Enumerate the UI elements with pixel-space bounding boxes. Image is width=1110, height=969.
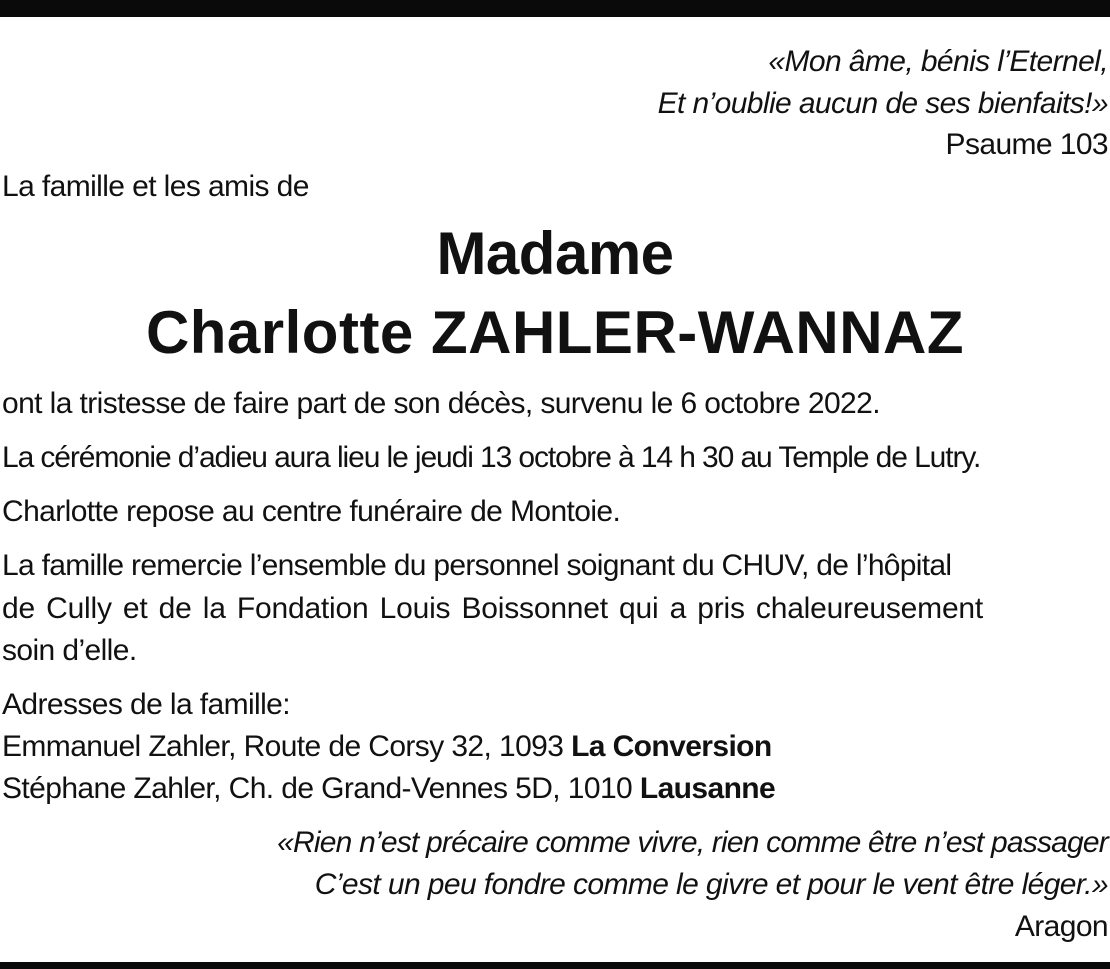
address-city: La Conversion: [571, 730, 772, 763]
epigraph-top-line-2: Et n’oublie aucun de ses bienfaits!»: [657, 87, 1108, 120]
address-text: Emmanuel Zahler, Route de Corsy 32, 1093: [2, 730, 572, 763]
thanks-line-3: soin d’elle.: [2, 634, 137, 667]
thanks-line-1: La famille remercie l’ensemble du personnel soignant du CHUV, de l’hôpital: [2, 549, 952, 582]
thanks-line-2: de Cully et de la Fondation Louis Boissonnet qui a pris chaleureusement: [2, 592, 984, 625]
address-city: Lausanne: [639, 772, 776, 805]
addresses-heading: Adresses de la famille:: [2, 688, 291, 721]
deceased-title: Madame: [436, 220, 674, 287]
epigraph-top-source: Psaume 103: [945, 128, 1108, 161]
epigraph-top-line-1: «Mon âme, bénis l’Eternel,: [768, 45, 1108, 78]
epigraph-bottom-line-2: C’est un peu fondre comme le givre et pour le vent être léger.»: [314, 868, 1108, 901]
address-item: [2, 726, 1108, 768]
announcement-text: ont la tristesse de faire part de son décès, survenu le 6 octobre 2022.: [2, 387, 880, 420]
ceremony-text: La cérémonie d’adieu aura lieu le jeudi 13 octobre à 14 h 30 au Temple de Lutry.: [2, 441, 981, 474]
address-text: Stéphane Zahler, Ch. de Grand-Vennes 5D, 1010: [2, 772, 640, 805]
intro-text: La famille et les amis de: [2, 170, 309, 203]
address-item: [2, 768, 1108, 810]
bottom-border-rule: [0, 962, 1110, 969]
epigraph-bottom-source: Aragon: [1014, 910, 1108, 943]
rest-place-text: Charlotte repose au centre funéraire de Montoie.: [2, 495, 621, 528]
epigraph-bottom-line-1: «Rien n’est précaire comme vivre, rien comme être n’est passager: [277, 826, 1108, 859]
deceased-name: Charlotte ZAHLER-WANNAZ: [145, 299, 965, 366]
